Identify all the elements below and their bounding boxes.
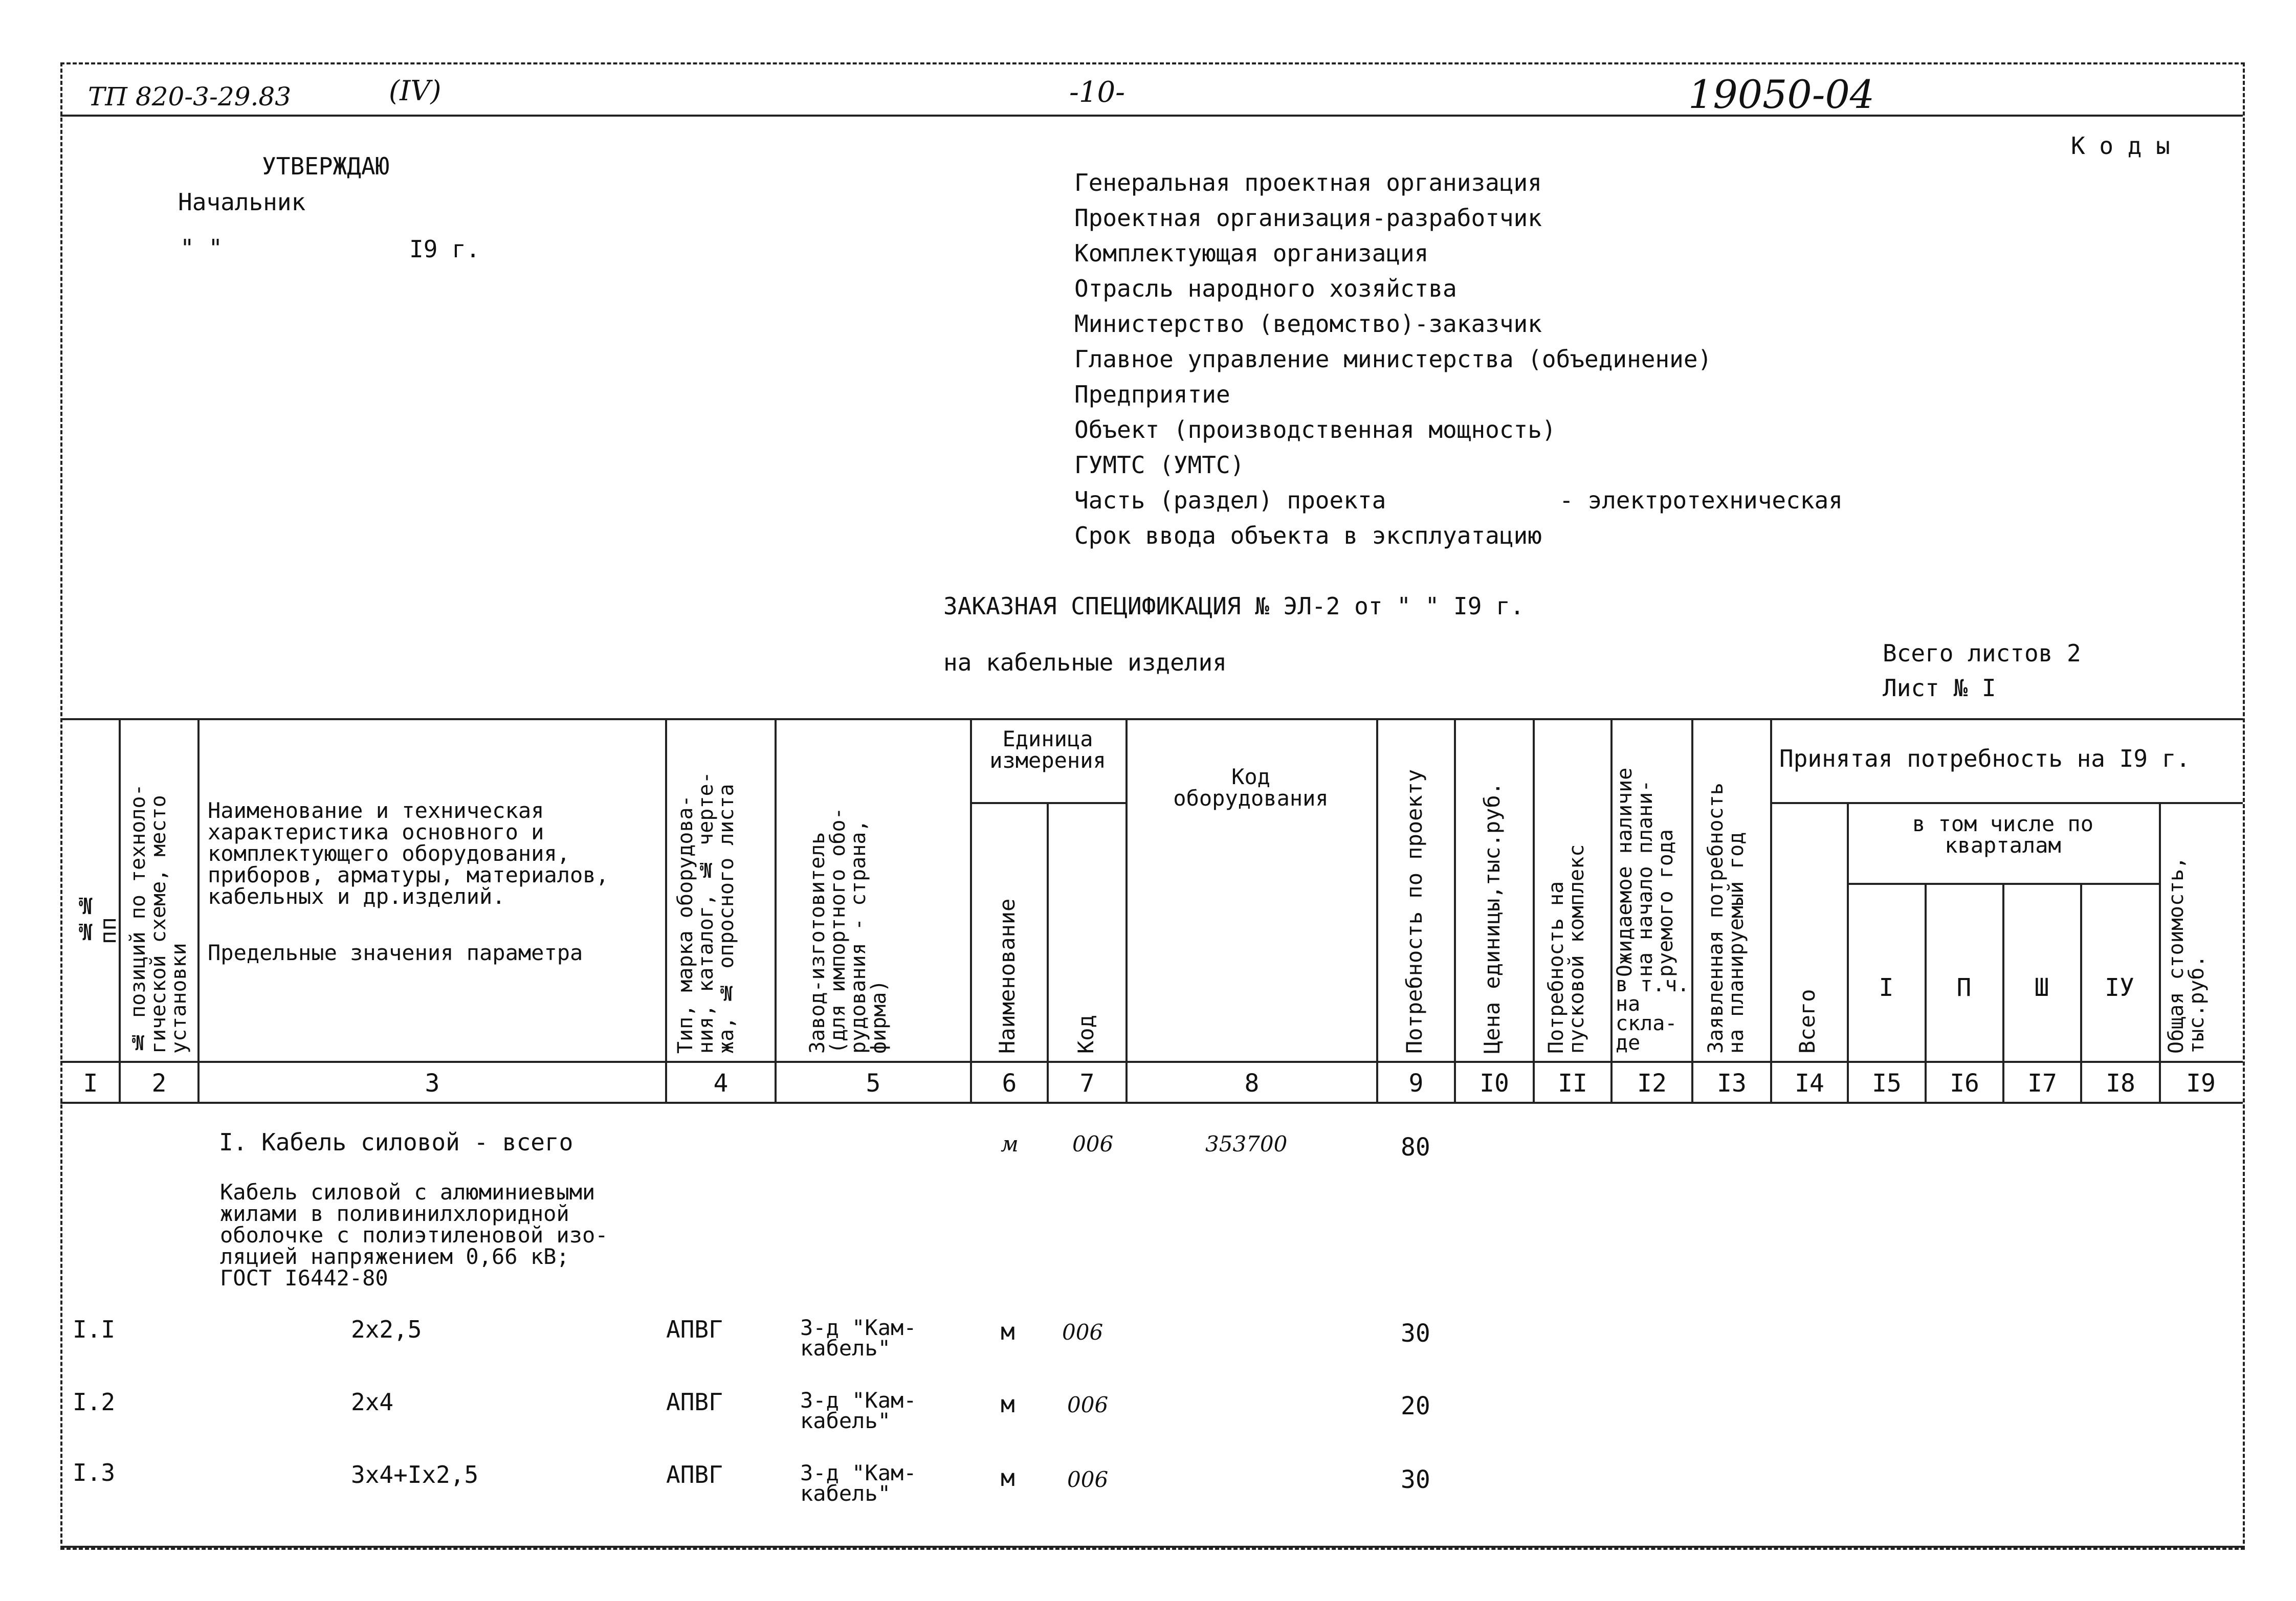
- group-title: I. Кабель силовой - всего: [219, 1128, 573, 1156]
- org-field-supplier: Комплектующая организация: [1074, 239, 1429, 267]
- manufacturer: З-д "Кам- кабель": [800, 1315, 917, 1361]
- col-header-accepted-need: Принятая потребность на I9 г.: [1779, 745, 2191, 772]
- col-divider-3: [665, 718, 667, 1102]
- col-divider-6: [1047, 802, 1049, 1102]
- cable-brand: АПВГ: [666, 1388, 723, 1416]
- col-number-13: I3: [1717, 1069, 1747, 1098]
- unit: м: [1001, 1318, 1015, 1345]
- col-number-11: II: [1558, 1069, 1587, 1098]
- col-number-19: I9: [2186, 1069, 2216, 1098]
- org-field-gumts: ГУМТС (УМТС): [1074, 451, 1245, 479]
- project-code: ТП 820-3-29.83: [88, 82, 292, 112]
- col-header-q2: П: [1956, 973, 1972, 1002]
- sheet-number: Лист № I: [1883, 674, 1996, 702]
- col-header-expected-stock: Ожидаемое наличие на начало плани- руемого года: [1613, 767, 1677, 977]
- unit: м: [1001, 1390, 1015, 1418]
- unit-code: 006: [1067, 1467, 1109, 1492]
- col-header-unit-group: Единица измерения: [989, 726, 1106, 773]
- table-bottom-line: [60, 1546, 2243, 1548]
- col-divider-10: [1533, 718, 1535, 1102]
- row-number: I.I: [73, 1316, 116, 1343]
- col-header-in-stock: в т.ч. на скла- де: [1616, 973, 1690, 1055]
- org-field-ministry: Министерство (ведомство)-заказчик: [1074, 310, 1542, 338]
- unit: м: [1001, 1464, 1015, 1492]
- spec-subtitle: на кабельные изделия: [943, 649, 1227, 676]
- cable-size: 2x2,5: [351, 1316, 422, 1343]
- col-number-10: I0: [1480, 1069, 1509, 1098]
- group-quantity: 80: [1401, 1133, 1430, 1162]
- col-header-type: Тип, марка оборудова- ния, каталог, № черте- жа, № опросного листа: [674, 771, 738, 1054]
- col-divider-11: [1610, 718, 1613, 1102]
- col-number-14: I4: [1795, 1069, 1824, 1098]
- col-divider-4: [775, 718, 777, 1102]
- col-header-total-cost: Общая стоимость, тыс.руб.: [2165, 856, 2209, 1054]
- cable-brand: АПВГ: [666, 1461, 723, 1488]
- quantity: 20: [1401, 1392, 1430, 1420]
- cable-size: 2x4: [351, 1388, 394, 1416]
- col-divider-18: [2159, 802, 2161, 1102]
- album-number: (IV): [389, 75, 441, 107]
- col-number-1: I: [83, 1069, 98, 1098]
- col-header-unit-price: Цена единицы,тыс.руб.: [1480, 782, 1505, 1054]
- page-number: -10-: [1069, 76, 1125, 109]
- approval-year: I9 г.: [409, 235, 480, 263]
- col-divider-8: [1376, 718, 1378, 1102]
- quantity: 30: [1401, 1319, 1430, 1348]
- table-header-bottom-line: [60, 1061, 2243, 1063]
- col-divider-9: [1454, 718, 1456, 1102]
- unit-code: 006: [1062, 1320, 1103, 1345]
- col-number-17: I7: [2027, 1069, 2057, 1098]
- org-field-enterprise: Предприятие: [1074, 381, 1230, 408]
- col-divider-13: [1770, 718, 1772, 1102]
- accepted-group-line: [1770, 802, 2243, 804]
- org-field-deadline: Срок ввода объекта в эксплуатацию: [1074, 522, 1542, 549]
- col-number-5: 5: [866, 1069, 881, 1098]
- col-header-equipment-code: Код оборудования: [1173, 764, 1329, 811]
- col-header-position: № позиций по техноло- гической схеме, место установки: [126, 784, 191, 1054]
- col-header-limit-values: Предельные значения параметра: [208, 940, 583, 965]
- quantity: 30: [1401, 1465, 1430, 1494]
- codes-label: К о д ы: [2071, 132, 2170, 160]
- col-number-18: I8: [2106, 1069, 2135, 1098]
- col-divider-12: [1691, 718, 1693, 1102]
- manufacturer: З-д "Кам- кабель": [800, 1460, 917, 1506]
- col-number-16: I6: [1950, 1069, 1979, 1098]
- col-number-12: I2: [1637, 1069, 1667, 1098]
- col-number-7: 7: [1079, 1069, 1095, 1098]
- document-number: 19050-04: [1688, 72, 1875, 117]
- header-divider: [60, 115, 2243, 117]
- col-number-6: 6: [1002, 1069, 1017, 1098]
- org-field-industry: Отрасль народного хозяйства: [1074, 275, 1457, 302]
- manufacturer: З-д "Кам- кабель": [800, 1388, 917, 1433]
- col-header-quarters: в том числе по кварталам: [1912, 811, 2093, 858]
- unit-code: 006: [1067, 1392, 1109, 1417]
- group-unit-code: 006: [1072, 1131, 1114, 1157]
- group-unit: м: [1001, 1131, 1019, 1157]
- sheets-total: Всего листов 2: [1883, 639, 2081, 667]
- row-number: I.2: [73, 1388, 116, 1416]
- org-field-department: Главное управление министерства (объединение): [1074, 345, 1712, 373]
- col-header-unit-name: Наименование: [995, 898, 1020, 1054]
- col-header-project-need: Потребность по проекту: [1402, 769, 1427, 1054]
- approval-date: " ": [180, 234, 223, 262]
- col-header-q3: Ш: [2034, 973, 2049, 1002]
- group-equipment-code: 353700: [1205, 1131, 1288, 1157]
- row-number: I.3: [73, 1459, 116, 1486]
- org-field-general: Генеральная проектная организация: [1074, 169, 1542, 196]
- col-header-q4: IУ: [2105, 973, 2134, 1002]
- section-value: - электротехническая: [1559, 486, 1843, 514]
- col-number-3: 3: [425, 1069, 440, 1098]
- table-top-line: [60, 718, 2243, 720]
- col-header-startup-need: Потребность на пусковой комплекс: [1544, 844, 1588, 1054]
- col-header-manufacturer: Завод-изготовитель (для импортного обо- рудования - страна, фирма): [806, 807, 891, 1054]
- org-field-developer: Проектная организация-разработчик: [1074, 204, 1542, 232]
- col-divider-5: [970, 718, 972, 1102]
- col-number-8: 8: [1244, 1069, 1260, 1098]
- col-number-9: 9: [1408, 1069, 1424, 1098]
- col-header-q1: I: [1879, 973, 1894, 1002]
- spec-title: ЗАКАЗНАЯ СПЕЦИФИКАЦИЯ № ЭЛ-2 от " " I9 г.: [943, 592, 1525, 620]
- org-field-section: Часть (раздел) проекта: [1074, 486, 1386, 514]
- col-number-4: 4: [713, 1069, 728, 1098]
- org-field-object: Объект (производственная мощность): [1074, 416, 1556, 443]
- column-numbers-bottom-line: [60, 1102, 2243, 1104]
- col-header-declared-need: Заявленная потребность на планируемый год: [1704, 783, 1748, 1054]
- col-header-total: Всего: [1795, 989, 1820, 1054]
- col-header-unit-code: Код: [1073, 1015, 1098, 1054]
- col-header-row-number: №№ пп: [73, 892, 121, 944]
- approval-title: УТВЕРЖДАЮ: [262, 152, 390, 180]
- cable-brand: АПВГ: [666, 1316, 723, 1343]
- col-number-15: I5: [1872, 1069, 1902, 1098]
- approval-position: Начальник: [178, 188, 306, 216]
- col-number-2: 2: [151, 1069, 167, 1098]
- cable-size: 3x4+Ix2,5: [351, 1461, 479, 1488]
- col-divider-2: [197, 718, 200, 1102]
- col-header-name: Наименование и техническая характеристика основного и комплектующего оборудования, приборов, арматуры, материалов, кабельных и др.изделий.: [208, 798, 609, 909]
- group-description: Кабель силовой с алюминиевыми жилами в поливинилхлоридной оболочке с полиэтиленовой изо- ляцией напряжением 0,66 кВ; ГОСТ I6442-80: [220, 1180, 608, 1291]
